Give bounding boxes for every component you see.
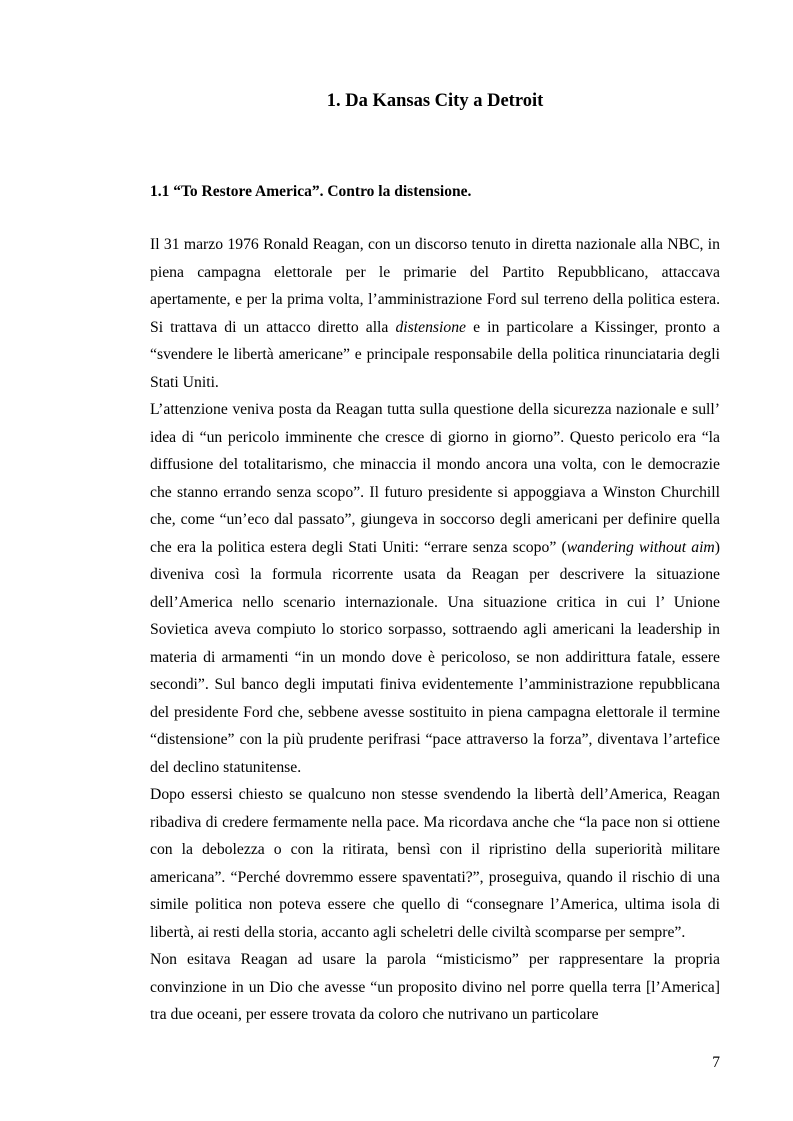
body-text: [150, 231, 720, 1029]
page-number: 7: [712, 1054, 720, 1071]
chapter-title: 1. Da Kansas City a Detroit: [326, 91, 544, 111]
paragraph: [150, 946, 720, 1029]
text-run: Dopo essersi chiesto se qualcuno non stesse svendendo la libertà dell’America, Reagan ribadiva di credere fermamente nella pace. Ma ricordava anche che “la pace non si ottiene con la debolezza o con la ritirata, bensì con il ripristino della superiorità militare americana”. “Perché dovremmo essere spaventati?”, proseguiva, quando il rischio di una simile politica non poteva essere che quello di “consegnare l’America, ultima isola di libertà, ai resti della storia, accanto agli scheletri delle civiltà scomparse per sempre”.: [150, 786, 720, 941]
italic-text: distensione: [395, 318, 467, 336]
text-run: L’attenzione veniva posta da Reagan tutta sulla questione della sicurezza nazionale e sull’ idea di “un pericolo imminente che cresce di giorno in giorno”. Questo pericolo era “la diffusione del totalitarismo, che minaccia il mondo ancora una volta, con le democrazie che stanno errando senza scopo”. Il futuro presidente si appoggiava a Winston Churchill che, come “un’eco dal passato”, giungeva in soccorso degli americani per definire quella che era la politica estera degli Stati Uniti: “errare senza scopo” (: [150, 401, 720, 556]
text-run: Il 31 marzo 1976 Ronald Reagan, con un discorso tenuto in diretta nazionale alla NBC, in piena campagna elettorale per le primarie del Partito Repubblicano, attaccava apertamente, e per la prima volta, l’amministrazione Ford sul terreno della politica estera. Si trattava di un attacco diretto alla: [150, 236, 720, 336]
text-run: ) diveniva così la formula ricorrente usata da Reagan per descrivere la situazione dell’America nello scenario internazionale. Una situazione critica in cui l’ Unione Sovietica aveva compiuto lo storico sorpasso, sottraendo agli americani la leadership in materia di armamenti “in un mondo dove è pericoloso, se non addirittura fatale, essere secondi”. Sul banco degli imputati finiva evidentemente l’amministrazione repubblicana del presidente Ford che, sebbene avesse sostituito in piena campagna elettorale il termine “distensione” con la più prudente perifrasi “pace attraverso la forza”, diventava l’artefice del declino statunitense.: [150, 538, 721, 776]
paragraph: [150, 231, 720, 396]
italic-text: wandering without aim: [566, 538, 715, 556]
paragraph: [150, 781, 720, 946]
paragraph: [150, 396, 720, 781]
text-run: e in particolare a Kissinger, pronto a “svendere le libertà americane” e principale responsabile della politica rinunciataria degli Stati Uniti.: [150, 318, 720, 391]
section-title: 1.1 “To Restore America”. Contro la distensione.: [150, 183, 472, 200]
text-run: Non esitava Reagan ad usare la parola “misticismo” per rappresentare la propria convinzione in un Dio che avesse “un proposito divino nel porre quella terra [l’America] tra due oceani, per essere trovata da coloro che nutrivano un particolare: [150, 951, 720, 1023]
